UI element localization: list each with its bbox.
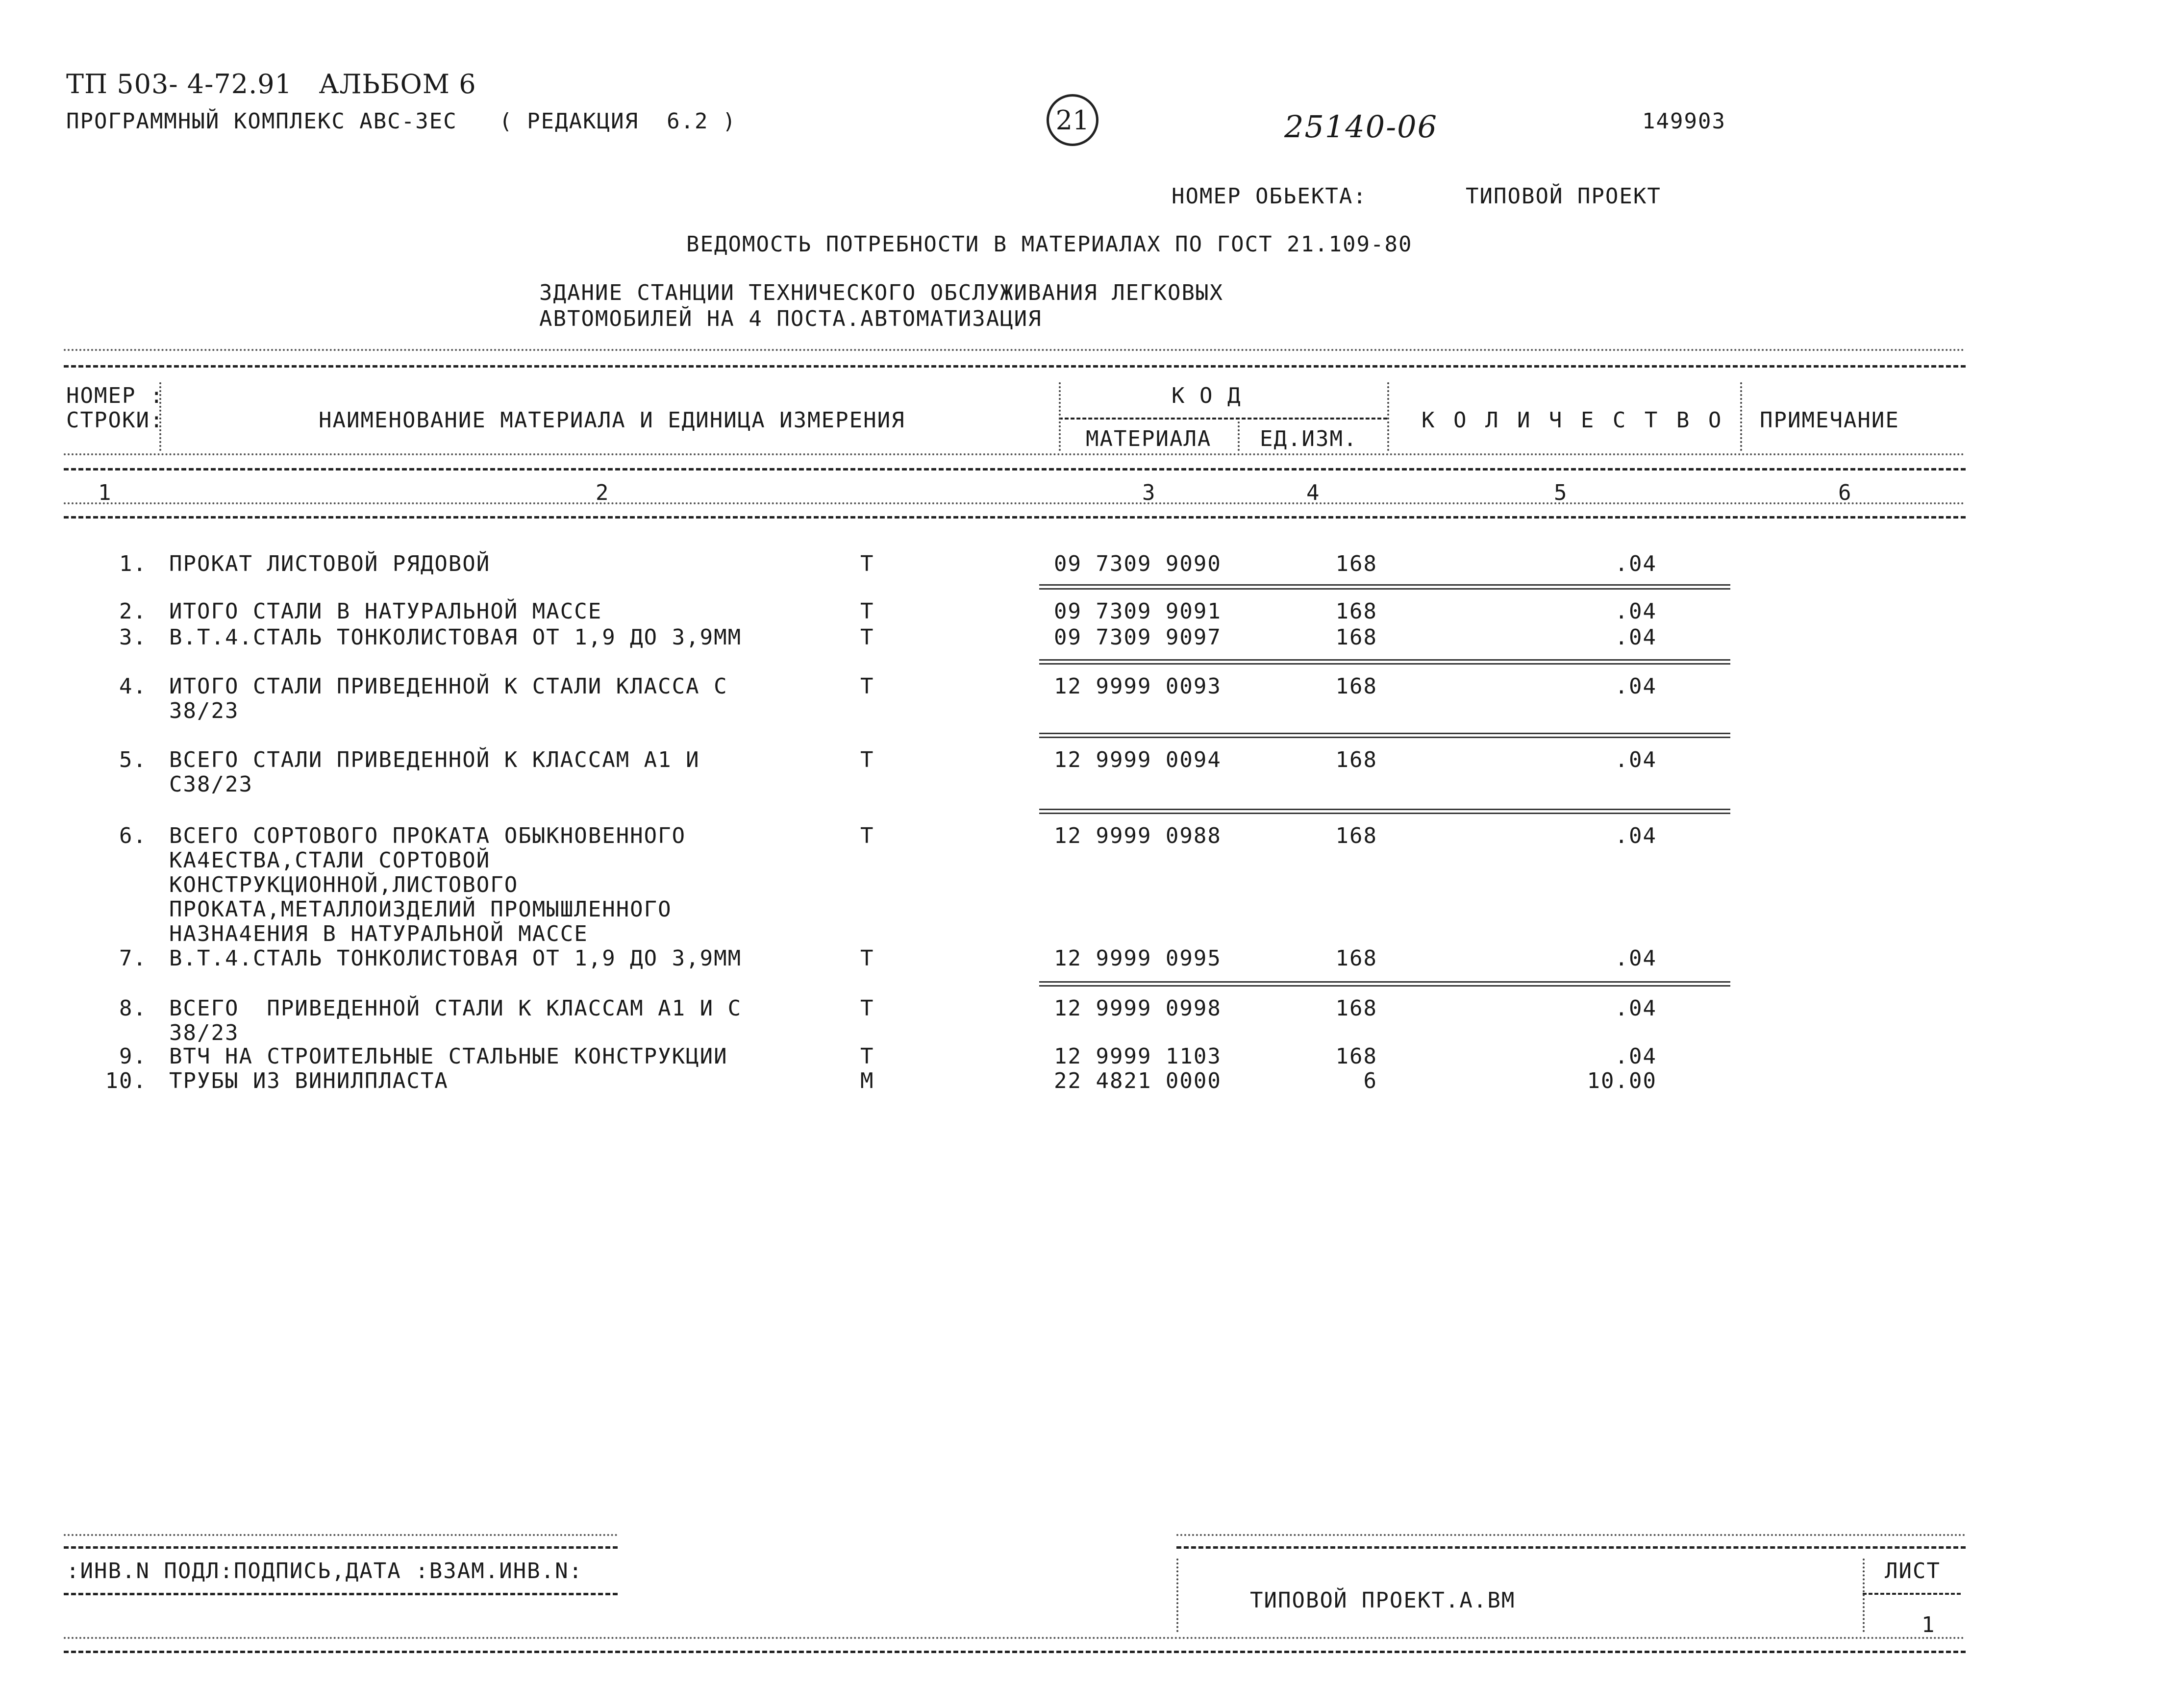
row-number: 5.: [119, 747, 147, 772]
col-sep-5: [1740, 382, 1742, 451]
footer-bottom-dotted: [64, 1637, 1966, 1639]
row-unit-code: 168: [1335, 625, 1377, 650]
row-number: 10.: [105, 1068, 147, 1093]
row-material-name: ИТОГО СТАЛИ В НАТУРАЛЬНОЙ МАССЕ: [169, 599, 602, 624]
row-quantity: .04: [1615, 599, 1657, 624]
row-number: 9.: [119, 1044, 147, 1069]
row-quantity: .04: [1615, 625, 1657, 650]
col-note-header: ПРИМЕЧАНИЕ: [1760, 408, 1899, 433]
header-dashed-rule-mid: [64, 468, 1966, 470]
row-unit: Т: [860, 946, 874, 971]
row-quantity: 10.00: [1587, 1068, 1657, 1093]
row-quantity: .04: [1615, 823, 1657, 848]
row-material-code: 12 9999 0093: [1054, 674, 1222, 699]
subtitle-line-2: АВТОМОБИЛЕЙ НА 4 ПОСТА.АВТОМАТИЗАЦИЯ: [539, 306, 1042, 331]
doc-number: 149903: [1642, 109, 1726, 134]
row-material-name: ВСЕГО СТАЛИ ПРИВЕДЕННОЙ К КЛАССАМ А1 И: [169, 747, 700, 772]
row-material-name: ПРОКАТА,МЕТАЛЛОИЗДЕЛИЙ ПРОМЫШЛЕННОГО: [169, 897, 672, 922]
row-number: 8.: [119, 996, 147, 1021]
row-material-name: ВСЕГО ПРИВЕДЕННОЙ СТАЛИ К КЛАССАМ А1 И С: [169, 996, 742, 1021]
row-unit: Т: [860, 1044, 874, 1069]
row-material-name: ИТОГО СТАЛИ ПРИВЕДЕННОЙ К СТАЛИ КЛАССА С: [169, 674, 728, 699]
row-quantity: .04: [1615, 747, 1657, 772]
col-code-unit-header: ЕД.ИЗМ.: [1260, 426, 1358, 451]
footer-sep-left: [1176, 1559, 1178, 1632]
col-index-3: 3: [1142, 480, 1156, 505]
col-index-1: 1: [98, 480, 112, 505]
total-separator-rule: [1039, 733, 1730, 738]
row-quantity: .04: [1615, 996, 1657, 1021]
row-material-code: 12 9999 0094: [1054, 747, 1222, 772]
col-sep-1: [159, 382, 161, 451]
project-label: ТИПОВОЙ ПРОЕКТ.А.ВМ: [1250, 1588, 1516, 1613]
row-unit-code: 168: [1335, 599, 1377, 624]
header-dotted-rule-top: [64, 349, 1966, 351]
total-separator-rule: [1039, 584, 1730, 590]
row-unit: Т: [860, 599, 874, 624]
row-material-code: 22 4821 0000: [1054, 1068, 1222, 1093]
row-material-code: 12 9999 0988: [1054, 823, 1222, 848]
col-code-header: К О Д: [1172, 383, 1242, 408]
row-unit: М: [860, 1068, 874, 1093]
row-number: 4.: [119, 674, 147, 699]
row-unit-code: 6: [1363, 1068, 1377, 1093]
row-material-name: 38/23: [169, 698, 239, 723]
program-line: ПРОГРАММНЫЙ КОМПЛЕКС АВС-3ЕС ( РЕДАКЦИЯ 6.2 ): [66, 109, 737, 134]
row-material-code: 12 9999 0995: [1054, 946, 1222, 971]
row-material-name: ПРОКАТ ЛИСТОВОЙ РЯДОВОЙ: [169, 551, 491, 576]
row-unit: Т: [860, 747, 874, 772]
row-unit: Т: [860, 996, 874, 1021]
row-quantity: .04: [1615, 946, 1657, 971]
row-unit: Т: [860, 625, 874, 650]
footer-right-dotted: [1176, 1534, 1966, 1536]
row-material-name: В.Т.4.СТАЛЬ ТОНКОЛИСТОВАЯ ОТ 1,9 ДО 3,9ММ: [169, 625, 742, 650]
col-index-5: 5: [1554, 480, 1568, 505]
col-number-header-1: НОМЕР :: [66, 383, 164, 408]
row-material-name: ВСЕГО СОРТОВОГО ПРОКАТА ОБЫКНОВЕННОГО: [169, 823, 686, 848]
row-unit-code: 168: [1335, 1044, 1377, 1069]
row-material-name: ТРУБЫ ИЗ ВИНИЛПЛАСТА: [169, 1068, 449, 1093]
header-dashed-rule-bottom: [64, 516, 1966, 519]
total-separator-rule: [1039, 659, 1730, 665]
object-value: ТИПОВОЙ ПРОЕКТ: [1466, 184, 1661, 209]
row-number: 6.: [119, 823, 147, 848]
sheet-sub-rule: [1863, 1593, 1961, 1595]
row-number: 7.: [119, 946, 147, 971]
footer-bottom-dashed: [64, 1651, 1966, 1653]
row-unit-code: 168: [1335, 551, 1377, 576]
row-unit-code: 168: [1335, 747, 1377, 772]
col-index-4: 4: [1306, 480, 1321, 505]
row-unit: Т: [860, 551, 874, 576]
row-quantity: .04: [1615, 1044, 1657, 1069]
row-material-name: 38/23: [169, 1020, 239, 1045]
row-unit-code: 168: [1335, 996, 1377, 1021]
row-material-code: 09 7309 9091: [1054, 599, 1222, 624]
object-label: НОМЕР ОБЬЕКТА:: [1172, 184, 1367, 209]
album-line: ТП 503- 4-72.91 АЛЬБОМ 6: [66, 69, 476, 99]
row-material-code: 12 9999 0998: [1054, 996, 1222, 1021]
header-dotted-rule-mid: [64, 453, 1966, 455]
col-sep-2: [1059, 382, 1061, 451]
row-material-code: 09 7309 9090: [1054, 551, 1222, 576]
sheet-circle-stamp: [1047, 94, 1098, 146]
row-unit-code: 168: [1335, 823, 1377, 848]
col-qty-header: К О Л И Ч Е С Т В О: [1422, 408, 1724, 433]
row-unit-code: 168: [1335, 674, 1377, 699]
footer-right-dashed: [1176, 1546, 1966, 1549]
footer-left-dotted: [64, 1534, 618, 1536]
total-separator-rule: [1039, 809, 1730, 814]
footer-left-dashed-2: [64, 1593, 618, 1595]
row-unit: Т: [860, 823, 874, 848]
row-number: 2.: [119, 599, 147, 624]
row-material-name: С38/23: [169, 772, 253, 797]
row-material-name: В.Т.4.СТАЛЬ ТОНКОЛИСТОВАЯ ОТ 1,9 ДО 3,9ММ: [169, 946, 742, 971]
subtitle-line-1: ЗДАНИЕ СТАНЦИИ ТЕХНИЧЕСКОГО ОБСЛУЖИВАНИЯ ЛЕГКОВЫХ: [539, 280, 1224, 305]
row-material-name: ВТЧ НА СТРОИТЕЛЬНЫЕ СТАЛЬНЫЕ КОНСТРУКЦИИ: [169, 1044, 728, 1069]
col-name-header: НАИМЕНОВАНИЕ МАТЕРИАЛА И ЕДИНИЦА ИЗМЕРЕНИЯ: [319, 408, 905, 433]
col-index-6: 6: [1838, 480, 1852, 505]
footer-sep-right: [1863, 1559, 1865, 1632]
sheet-value: 1: [1921, 1612, 1936, 1637]
sheet-circle-number: 21: [1055, 104, 1090, 136]
row-material-code: 12 9999 1103: [1054, 1044, 1222, 1069]
total-separator-rule: [1039, 981, 1730, 987]
row-number: 3.: [119, 625, 147, 650]
col-sep-3: [1238, 421, 1240, 451]
col-index-2: 2: [596, 480, 610, 505]
row-number: 1.: [119, 551, 147, 576]
footer-left-dashed: [64, 1546, 618, 1549]
sheet-label: ЛИСТ: [1885, 1559, 1941, 1584]
document-title: ВЕДОМОСТЬ ПОТРЕБНОСТИ В МАТЕРИАЛАХ ПО ГОСТ 21.109-80: [686, 232, 1413, 257]
row-material-name: КА4ЕСТВА,СТАЛИ СОРТОВОЙ: [169, 848, 491, 873]
row-material-name: КОНСТРУКЦИОННОЙ,ЛИСТОВОГО: [169, 872, 519, 897]
col-number-header-2: СТРОКИ:: [66, 408, 164, 433]
handwritten-code: 25140-06: [1284, 109, 1438, 145]
col-code-material-header: МАТЕРИАЛА: [1086, 426, 1212, 451]
index-dotted-rule: [64, 502, 1966, 504]
stamp-headers: :ИНВ.N ПОДЛ:ПОДПИСЬ,ДАТА :ВЗАМ.ИНВ.N:: [66, 1559, 583, 1584]
row-unit: Т: [860, 674, 874, 699]
row-unit-code: 168: [1335, 946, 1377, 971]
row-quantity: .04: [1615, 551, 1657, 576]
row-material-name: НАЗНА4ЕНИЯ В НАТУРАЛЬНОЙ МАССЕ: [169, 921, 588, 946]
col-sep-4: [1387, 382, 1389, 451]
row-material-code: 09 7309 9097: [1054, 625, 1222, 650]
code-sub-rule: [1059, 418, 1387, 420]
header-dashed-rule-top: [64, 365, 1966, 368]
row-quantity: .04: [1615, 674, 1657, 699]
